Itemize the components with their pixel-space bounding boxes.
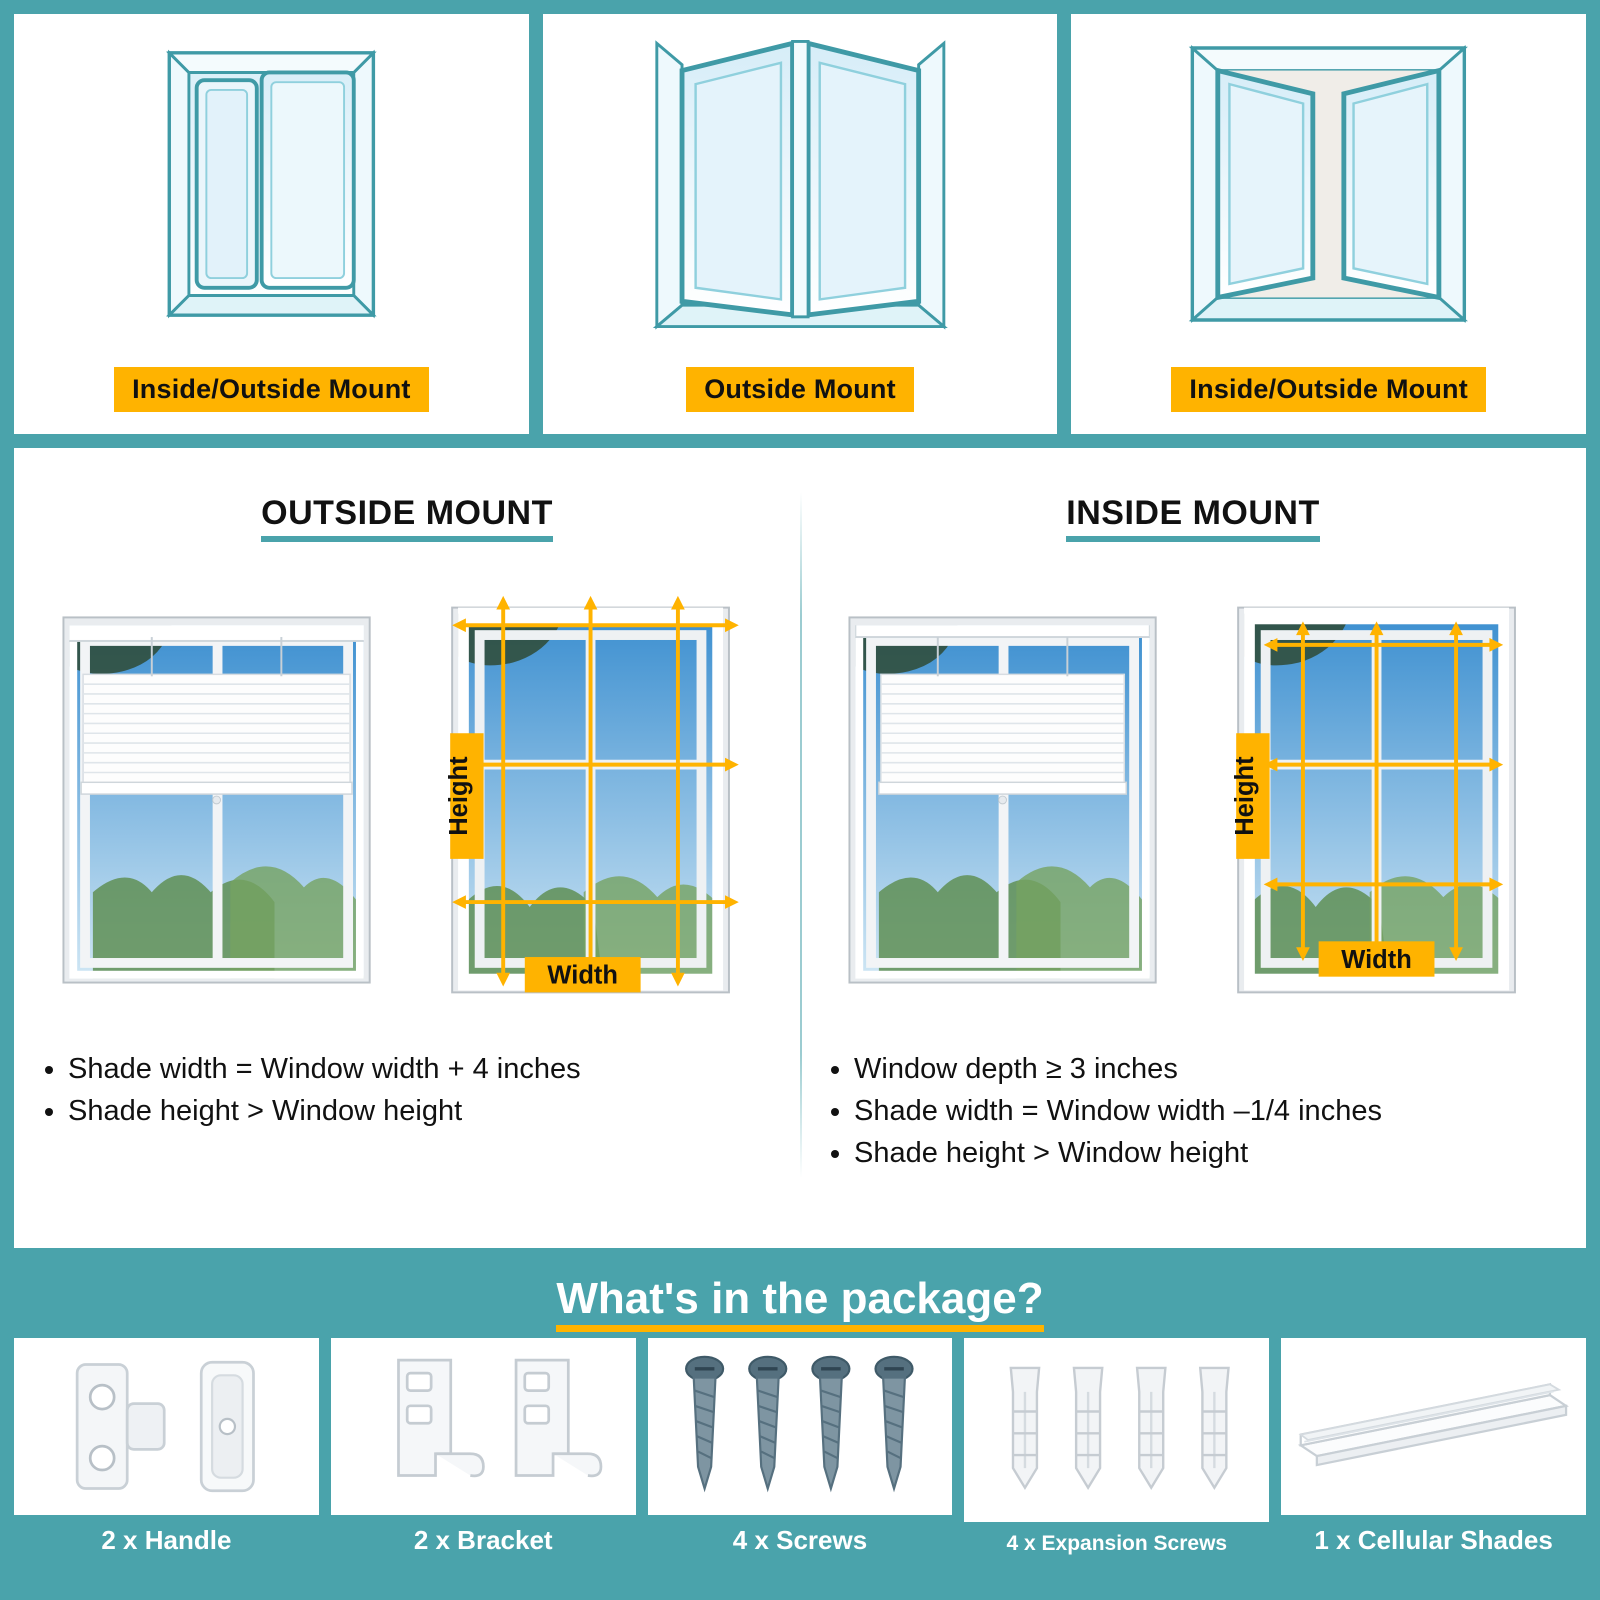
- window-type-card-single-hung: [14, 14, 529, 434]
- outside-mount-title: OUTSIDE MOUNT: [34, 494, 780, 542]
- package-item-handle: [14, 1338, 319, 1566]
- svg-text:Height: Height: [444, 756, 473, 836]
- bullet-item: • Shade height > Window height: [854, 1132, 1566, 1174]
- inside-mount-bullets: [820, 1048, 1566, 1174]
- bracket-icon: [331, 1338, 636, 1515]
- package-item-label: 2 x Handle: [14, 1515, 319, 1566]
- inswing-casement-window-icon: [1071, 24, 1586, 344]
- outswing-casement-window-icon: [543, 24, 1058, 344]
- package-item-cellular-shades: [1281, 1338, 1586, 1566]
- package-heading: What's in the package?: [14, 1274, 1586, 1324]
- outside-mount-section: [14, 448, 800, 1248]
- outside-mount-bullets: [34, 1048, 780, 1132]
- expansion-screw-icon: [964, 1338, 1269, 1522]
- screw-icon: [648, 1338, 953, 1515]
- inside-mount-illustration: [820, 564, 1566, 1034]
- outside-mount-illustration: [34, 564, 780, 1034]
- bullet-item: • Window depth ≥ 3 inches: [854, 1048, 1566, 1090]
- mount-tag: Inside/Outside Mount: [114, 367, 429, 412]
- package-item-bracket: [331, 1338, 636, 1566]
- package-items-row: [14, 1338, 1586, 1566]
- svg-text:Width: Width: [547, 961, 619, 990]
- package-item-label: 1 x Cellular Shades: [1281, 1515, 1586, 1566]
- svg-text:Width: Width: [1341, 945, 1412, 974]
- handle-icon: [14, 1338, 319, 1515]
- bullet-item: • Shade height > Window height: [68, 1090, 780, 1132]
- window-type-card-inswing: [1071, 14, 1586, 434]
- single-hung-window-icon: [14, 24, 529, 344]
- inside-mount-title: INSIDE MOUNT: [820, 494, 1566, 542]
- package-item-label: 4 x Expansion Screws: [964, 1522, 1269, 1566]
- svg-text:Height: Height: [1230, 756, 1259, 836]
- bullet-item: • Shade width = Window width –1/4 inches: [854, 1090, 1566, 1132]
- mount-tag: Outside Mount: [686, 367, 914, 412]
- package-item-screws: [648, 1338, 953, 1566]
- package-item-label: 4 x Screws: [648, 1515, 953, 1566]
- window-type-card-outswing: [543, 14, 1058, 434]
- mount-comparison-panel: [14, 448, 1586, 1248]
- inside-mount-section: [800, 448, 1586, 1248]
- window-type-row: [14, 14, 1586, 434]
- cellular-shade-icon: [1281, 1338, 1586, 1515]
- bullet-item: • Shade width = Window width + 4 inches: [68, 1048, 780, 1090]
- package-item-label: 2 x Bracket: [331, 1515, 636, 1566]
- mount-tag: Inside/Outside Mount: [1171, 367, 1486, 412]
- package-item-expansion-screws: [964, 1338, 1269, 1566]
